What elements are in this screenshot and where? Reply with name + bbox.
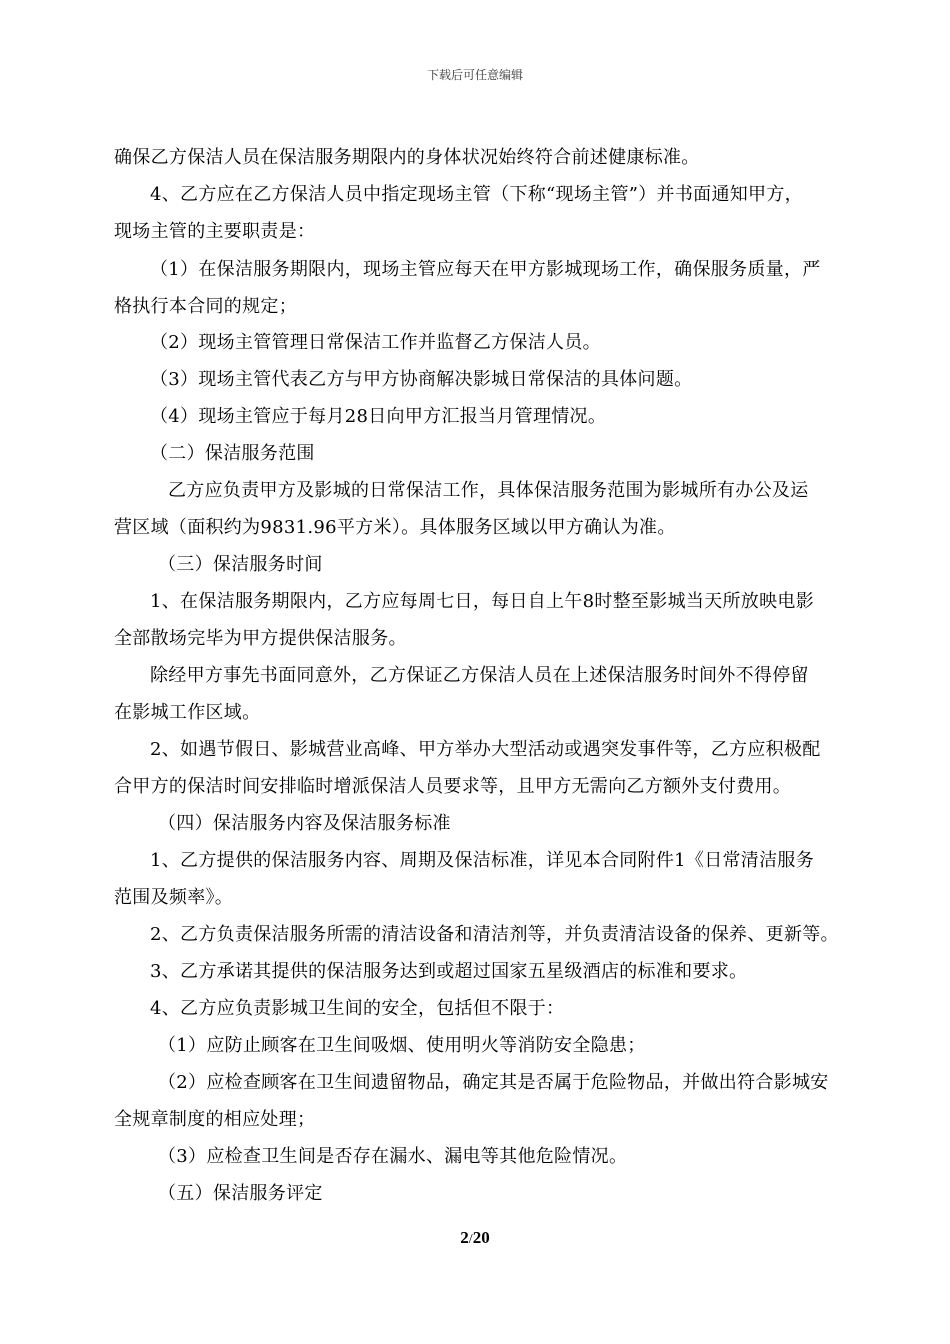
paragraph-line: 格执行本合同的规定； <box>114 296 297 317</box>
paragraph-line: 合甲方的保洁时间安排临时增派保洁人员要求等，且甲方无需向乙方额外支付费用。 <box>114 776 792 797</box>
paragraph-line: 2、如遇节假日、影城营业高峰、甲方举办大型活动或遇突发事件等，乙方应积极配 <box>150 739 821 760</box>
section-heading: （五）保洁服务评定 <box>158 1183 323 1204</box>
page-header: 下载后可任意编辑 <box>426 68 523 82</box>
paragraph-line: （2）现场主管管理日常保洁工作并监督乙方保洁人员。 <box>150 332 601 353</box>
paragraph-line: （1）应防止顾客在卫生间吸烟、使用明火等消防安全隐患； <box>158 1035 646 1056</box>
paragraph-line: 全规章制度的相应处理； <box>114 1109 316 1130</box>
paragraph-line: 在影城工作区域。 <box>114 702 261 723</box>
paragraph-line: 全部散场完毕为甲方提供保洁服务。 <box>114 628 407 649</box>
paragraph-line: （3）现场主管代表乙方与甲方协商解决影城日常保洁的具体问题。 <box>150 369 693 390</box>
paragraph-line: 4、乙方应在乙方保洁人员中指定现场主管（下称“现场主管”）并书面通知甲方， <box>150 184 803 205</box>
paragraph-line: （1）在保洁服务期限内，现场主管应每天在甲方影城现场工作，确保服务质量，严 <box>150 259 821 280</box>
paragraph-line: 4、乙方应负责影城卫生间的安全，包括但不限于： <box>150 998 565 1019</box>
paragraph-line: 2、乙方负责保洁服务所需的清洁设备和清洁剂等，并负责清洁设备的保养、更新等。 <box>150 924 839 945</box>
paragraph-line: 1、在保洁服务期限内，乙方应每周七日，每日自上午8时整至影城当天所放映电影 <box>150 591 815 612</box>
paragraph-line: 确保乙方保洁人员在保洁服务期限内的身体状况始终符合前述健康标准。 <box>114 147 700 168</box>
section-heading: （三）保洁服务时间 <box>158 554 323 575</box>
page-number <box>0 1228 950 1248</box>
paragraph-line: （2）应检查顾客在卫生间遗留物品，确定其是否属于危险物品，并做出符合影城安 <box>158 1072 829 1093</box>
paragraph-line: 除经甲方事先书面同意外，乙方保证乙方保洁人员在上述保洁服务时间外不得停留 <box>150 665 809 686</box>
current-page: 2 <box>460 1228 469 1247</box>
paragraph-line: （4）现场主管应于每月28日向甲方汇报当月管理情况。 <box>150 406 607 427</box>
paragraph-line: 乙方应负责甲方及影城的日常保洁工作，具体保洁服务范围为影城所有办公及运 <box>168 480 809 501</box>
paragraph-line: （3）应检查卫生间是否存在漏水、漏电等其他危险情况。 <box>158 1146 628 1167</box>
paragraph-line: 现场主管的主要职责是： <box>114 221 316 242</box>
total-pages: 20 <box>472 1228 490 1247</box>
section-heading: （二）保洁服务范围 <box>150 443 315 464</box>
paragraph-line: 范围及频率》。 <box>114 887 234 908</box>
paragraph-line: 营区域（面积约为9831.96平方米）。具体服务区域以甲方确认为准。 <box>114 517 676 538</box>
page-separator: / <box>468 1232 473 1247</box>
section-heading: （四）保洁服务内容及保洁服务标准 <box>158 813 451 834</box>
paragraph-line: 3、乙方承诺其提供的保洁服务达到或超过国家五星级酒店的标准和要求。 <box>150 961 748 982</box>
paragraph-line: 1、乙方提供的保洁服务内容、周期及保洁标准，详见本合同附件1《日常清洁服务 <box>150 850 815 871</box>
